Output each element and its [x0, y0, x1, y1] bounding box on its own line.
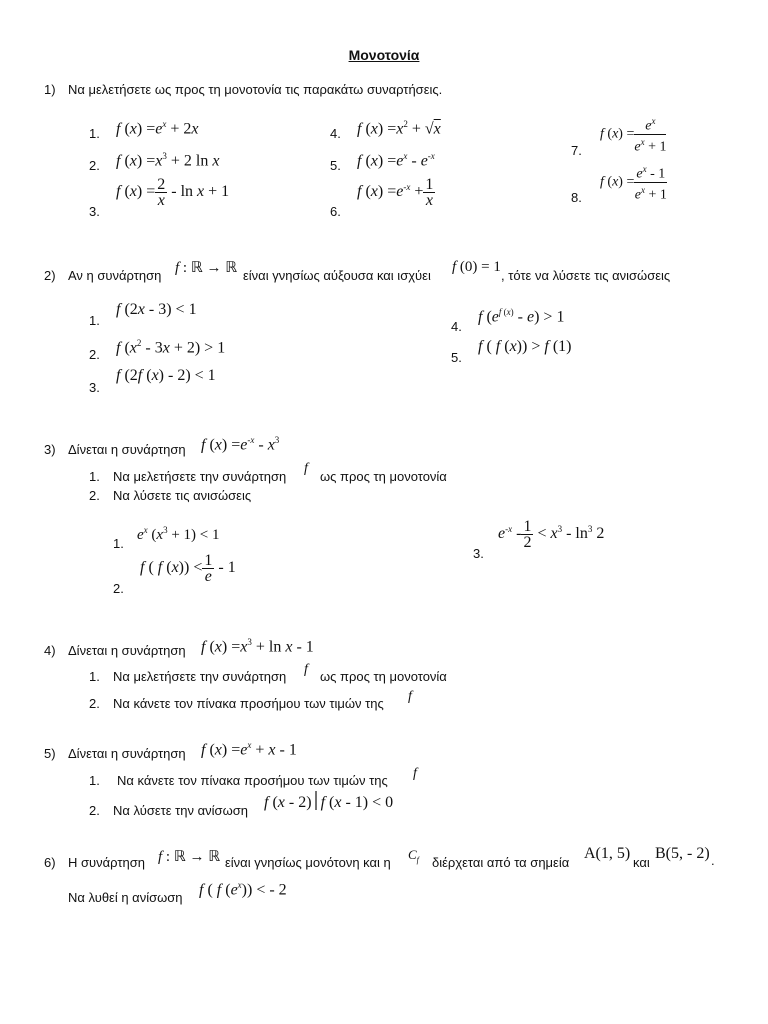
q2-condition: f (0) = 1 [452, 259, 501, 275]
q3-number: 3) [44, 442, 56, 457]
q3-item3-formula: $e^{-x}$ - $\frac{1}{2}$ < $x^3 - \ln^3 2$ [498, 518, 605, 551]
q1-item-number: 2. [89, 158, 100, 173]
q3-sub1-text: Να μελετήσετε την συνάρτηση [113, 469, 287, 484]
q4-text: Δίνεται η συνάρτηση [68, 643, 186, 658]
q5-sub1-number: 1. [89, 773, 100, 788]
q2-item-number: 5. [451, 350, 462, 365]
q5-sub2-text: Να λύσετε την ανίσωση [113, 803, 248, 818]
q3-item-number: 2. [113, 581, 124, 596]
q6-line2-text: Να λυθεί η ανίσωση [68, 890, 183, 905]
q5-sub2-number: 2. [89, 803, 100, 818]
q2-item-number: 1. [89, 313, 100, 328]
q4-sub2-text: Να κάνετε τον πίνακα προσήμου των τιμών της [113, 696, 384, 711]
q2-item-number: 2. [89, 347, 100, 362]
q1-item3-formula: f (x) = $\frac{2}{x}$ - ln x + 1 [116, 176, 230, 209]
page-title: Μονοτονία [348, 47, 420, 63]
q4-sub1-text-b: ως προς τη μονοτονία [320, 669, 447, 684]
q6-inequality: f ( f $(e^x)$) < - 2 [199, 880, 287, 899]
q1-item-number: 6. [330, 204, 341, 219]
q6-point-a: A(1, 5) [584, 845, 631, 862]
q3-f-symbol: f [304, 461, 308, 476]
q4-f-symbol: f [304, 662, 308, 677]
q2-item5-formula: f ( f (x)) > f (1) [478, 338, 572, 355]
q3-item-number: 1. [113, 536, 124, 551]
q1-item6-formula: f $(x) =e^{-x}$ + $\frac{1}{x}$ [357, 176, 434, 209]
q2-item-number: 3. [89, 380, 100, 395]
q4-sub1-text: Να μελετήσετε την συνάρτηση [113, 669, 287, 684]
q3-item1-formula: $e^x$ $(x^3 + 1) < 1$ [137, 525, 220, 543]
q1-item-number: 4. [330, 126, 341, 141]
q6-period: . [711, 853, 715, 868]
q3-sub1-number: 1. [89, 469, 100, 484]
q1-item1-formula: f $(x) =e^x + 2x$ [116, 119, 199, 138]
q6-and: και [633, 855, 650, 870]
q2-item2-formula: f $(x^2 - 3x + 2) > 1$ [116, 338, 226, 357]
q4-f-symbol: f [408, 689, 412, 704]
q2-item-number: 4. [451, 319, 462, 334]
q1-item8-formula: f (x) = $\frac{e^x - 1}{e^x + 1}$ [600, 164, 667, 203]
q6-graph-symbol [408, 846, 419, 870]
q1-text: Να μελετήσετε ως προς τη μονοτονία τις παρακάτω συναρτήσεις. [68, 82, 443, 97]
q5-function: f $(x) =e^x + x - 1$ [201, 740, 297, 759]
q6-point-b: B(5, - 2) [655, 845, 710, 862]
q2-item4-formula: f $(e^{f (x)} - e) > 1$ [478, 307, 565, 326]
q2-text-c: , τότε να λύσετε τις ανισώσεις [501, 268, 671, 283]
q1-item-number: 8. [571, 190, 582, 205]
q2-item3-formula: f (2f (x) - 2) < 1 [116, 367, 216, 384]
q1-item-number: 5. [330, 158, 341, 173]
q3-sub2-text: Να λύσετε τις ανισώσεις [113, 488, 252, 503]
q5-sub1-text: Να κάνετε τον πίνακα προσήμου των τιμών της [117, 773, 388, 788]
q3-function: f $(x) =e^{-x} - x^3$ [201, 435, 280, 454]
q2-text-b: είναι γνησίως αύξουσα και ισχύει [243, 268, 431, 283]
q5-text: Δίνεται η συνάρτηση [68, 746, 186, 761]
q2-function-domain: f : ℝ → ℝ [175, 260, 238, 276]
q2-text-a: Αν η συνάρτηση [68, 268, 162, 283]
q1-item-number: 7. [571, 143, 582, 158]
q6-text-c: διέρχεται από τα σημεία [432, 855, 570, 870]
q3-item-number: 3. [473, 546, 484, 561]
q6-function-domain: f : ℝ → ℝ [158, 849, 221, 865]
q1-item-number: 1. [89, 126, 100, 141]
q1-number: 1) [44, 82, 56, 97]
q4-number: 4) [44, 643, 56, 658]
q1-item2-formula: f $(x) =x^3 + 2$ ln x [116, 151, 220, 170]
q4-function: f $(x) =x^3 + \ln x - 1$ [201, 637, 314, 656]
q3-item2-formula: f ( f (x)) < $\frac{1}{e}$ - 1 [140, 552, 236, 585]
q5-inequality: f (x - 2)׀f (x - 1) < 0 [264, 794, 394, 811]
q3-sub2-number: 2. [89, 488, 100, 503]
q6-text-a: Η συνάρτηση [68, 855, 145, 870]
q1-item5-formula: f $(x) =e^x - e^{-x}$ [357, 151, 435, 170]
q5-number: 5) [44, 746, 56, 761]
q6-text-b: είναι γνησίως μονότονη και η [225, 855, 391, 870]
q5-f-symbol: f [413, 766, 417, 781]
q4-sub1-number: 1. [89, 669, 100, 684]
q3-sub1-text-b: ως προς τη μονοτονία [320, 469, 447, 484]
q4-sub2-number: 2. [89, 696, 100, 711]
q1-item7-formula: f (x) = $\frac{e^x}{e^x + 1}$ [600, 116, 667, 155]
q6-cf-subscript: f [416, 855, 419, 865]
q6-number: 6) [44, 855, 56, 870]
q2-item1-formula: f (2x - 3) < 1 [116, 301, 197, 318]
q3-text: Δίνεται η συνάρτηση [68, 442, 186, 457]
q1-item4-formula: f $(x) =x^2 + √x$ [357, 119, 441, 138]
q1-item-number: 3. [89, 204, 100, 219]
q6-cf-letter: C [408, 847, 417, 862]
q2-number: 2) [44, 268, 56, 283]
